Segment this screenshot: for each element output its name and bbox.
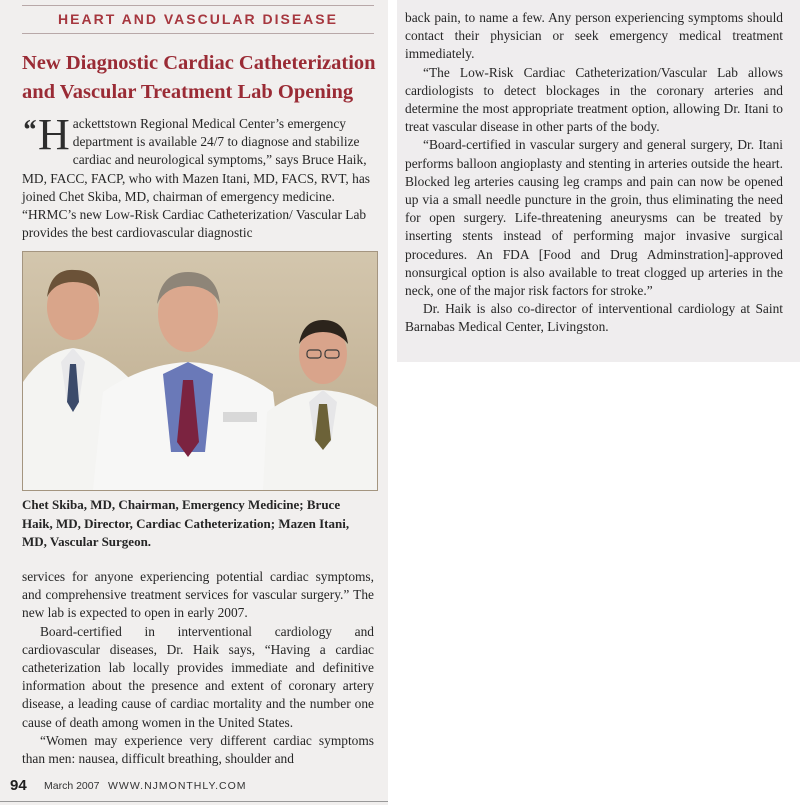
paragraph: services for anyone experiencing potential cardiac symptoms, and comprehensive treatment services for vascular surgery.” The new lab is expected to open in early 2007. bbox=[22, 569, 374, 621]
lede-text: ackettstown Regional Medical Center’s emergency department is available 24/7 to diagnose and stabilize cardiac and neurological symptoms,” says Bruce Haik, MD, FACC, FACP, who with Mazen Itani, MD, FACS, RVT, has joined Chet Skiba, MD, chairman of emergency medicine. “HRMC’s new Low-Risk Cardiac Catheterization/ Vascular Lab provides the best cardiovascular diagnostic bbox=[22, 116, 370, 241]
right-column bbox=[405, 9, 783, 337]
magazine-page-right bbox=[397, 0, 800, 362]
paragraph: “Women may experience very different cardiac symptoms than men: nausea, difficult breathing, shoulder and bbox=[22, 732, 374, 767]
article-lede bbox=[22, 110, 374, 242]
paragraph: “The Low-Risk Cardiac Catheterization/Vascular Lab allows cardiologists to detect blockages in the coronary arteries and determine the most appropriate treatment option, allowing Dr. Itani to treat vascular disease in other parts of the body. bbox=[405, 64, 783, 135]
photo-caption: Chet Skiba, MD, Chairman, Emergency Medicine; Bruce Haik, MD, Director, Cardiac Catheterization; Mazen Itani, MD, Vascular Surgeon. bbox=[22, 497, 350, 549]
page-footer bbox=[0, 777, 388, 805]
issue-date: March 2007 bbox=[44, 780, 100, 792]
paragraph: Dr. Haik is also co-director of interventional cardiology at Saint Barnabas Medical Center, Livingston. bbox=[405, 301, 783, 335]
paragraph: “Board-certified in vascular surgery and general surgery, Dr. Itani performs balloon angioplasty and stenting in arteries outside the heart. Blocked leg arteries causing leg cramps and pain can now be opened up via a small needle puncture in the groin, thus eliminating the need for open surgery. Life-threatening aneurysms can be treated by inserting stents instead of performing major invasive surgical procedures. An FDA [Food and Drug Adminstration]-approved nonsurgical option is also available to treat clogged up arteries in the neck, one of the major risk factors for stroke.” bbox=[405, 137, 783, 299]
doctors-photo-illustration bbox=[23, 252, 377, 490]
doctors-photo bbox=[22, 251, 378, 491]
page-number: 94 bbox=[10, 777, 27, 794]
paragraph: back pain, to name a few. Any person experiencing symptoms should contact their physician or seek emergency medical treatment immediately. bbox=[405, 10, 783, 62]
section-rule-top bbox=[22, 5, 374, 6]
drop-cap: H bbox=[38, 110, 70, 159]
left-column-continued bbox=[22, 568, 374, 768]
section-label: HEART AND VASCULAR DISEASE bbox=[58, 11, 338, 27]
opening-quote-mark: “ bbox=[22, 115, 36, 146]
paragraph: Board-certified in interventional cardiology and cardiovascular diseases, Dr. Haik says, “Having a cardiac catheterization lab locally provides immediate and definitive information about the presence and extent of coronary artery disease, a leading cause of cardiac mortality and the number one cause of death among women in the United States. bbox=[22, 623, 374, 730]
site-url: WWW.NJMONTHLY.COM bbox=[108, 780, 247, 792]
magazine-page-left bbox=[0, 0, 388, 805]
footer-rule bbox=[0, 801, 388, 802]
section-rule-bottom bbox=[22, 33, 374, 34]
article-headline: New Diagnostic Cardiac Catheterization and Vascular Treatment Lab Opening bbox=[22, 52, 376, 103]
